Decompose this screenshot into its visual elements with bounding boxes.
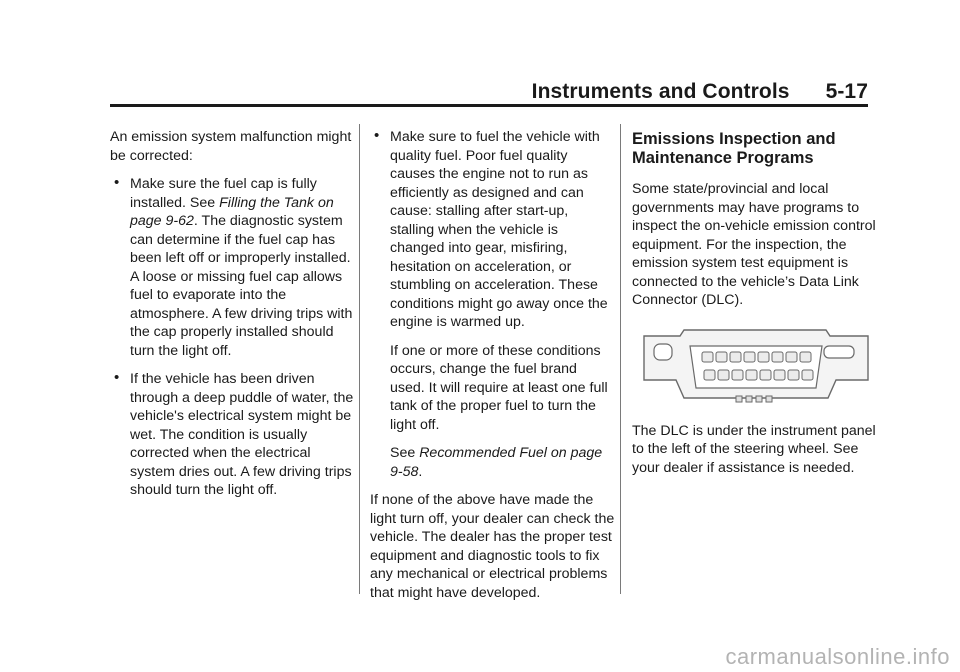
dlc-connector-illustration [640, 328, 872, 406]
bullet-text: Make sure the fuel cap is fully installed. See [130, 176, 317, 211]
page-header [110, 78, 868, 104]
bullet-icon: • [374, 127, 380, 144]
bullet-text: If the vehicle has been driven through a deep puddle of water, the vehicle's electrical system might be wet. The condition is usually corrected when the electrical system dries out. A few driving trips should turn the light off. [130, 371, 354, 498]
cross-reference-link[interactable]: Recommended Fuel on page 9-58 [390, 445, 603, 480]
page-number: 5-17 [825, 80, 868, 103]
see-reference [370, 444, 615, 481]
column-divider-right [620, 124, 621, 594]
intro-paragraph: An emission system malfunction might be corrected: [110, 129, 352, 164]
header-rule [110, 104, 868, 107]
column-divider-left [359, 124, 360, 594]
bullet-icon: • [114, 174, 120, 191]
inspection-paragraph: Some state/provincial and local governments may have programs to inspect the on-vehicle emission control equipment. For the inspection, the emission system test equipment is connected to the vehicle’s Data Link Connector (DLC). [632, 181, 876, 308]
bullet-item-fuel-cap [110, 175, 355, 360]
section-title: Instruments and Controls [531, 80, 790, 103]
column-middle [370, 128, 615, 612]
dlc-connector-icon [640, 328, 872, 406]
dlc-location-paragraph: The DLC is under the instrument panel to the left of the steering wheel. See your dealer if assistance is needed. [632, 422, 876, 476]
bullet-list-middle [370, 128, 615, 332]
section-heading: Emissions Inspection and Maintenance Programs [632, 130, 836, 167]
column-left [110, 128, 355, 510]
bullet-text: Make sure to fuel the vehicle with quality fuel. Poor fuel quality causes the engine not to run as efficiently as designed and can cause: stalling after start-up, stalling when the vehicle is changed into gear, misfiring, hesitation on acceleration, or stumbling on acceleration. These conditions might go away once the engine is warmed up. [390, 129, 608, 330]
cross-reference-link[interactable]: Filling the Tank on page 9-62 [130, 194, 334, 229]
column-right [632, 128, 877, 487]
sub-paragraph: If one or more of these conditions occurs, change the fuel brand used. It will require at least one full tank of the proper fuel to turn the light off. [390, 342, 608, 433]
closing-paragraph: If none of the above have made the light turn off, your dealer can check the vehicle. The dealer has the proper test equipment and diagnostic tools to fix any mechanical or electrical problems that might have developed. [370, 492, 615, 601]
see-prefix: See [390, 445, 420, 461]
watermark: carmanualsonline.info [725, 644, 950, 669]
bullet-list-left [110, 175, 355, 500]
bullet-item-puddle [110, 370, 355, 500]
see-suffix: . [418, 463, 423, 480]
bullet-item-fuel-quality [370, 128, 615, 332]
bullet-icon: • [114, 369, 120, 386]
bullet-text: . The diagnostic system can determine if the fuel cap has been left off or improperly installed. A loose or missing fuel cap allows fuel to evaporate into the atmosphere. A few driving trips with the cap properly installed should turn the light off. [130, 213, 353, 359]
